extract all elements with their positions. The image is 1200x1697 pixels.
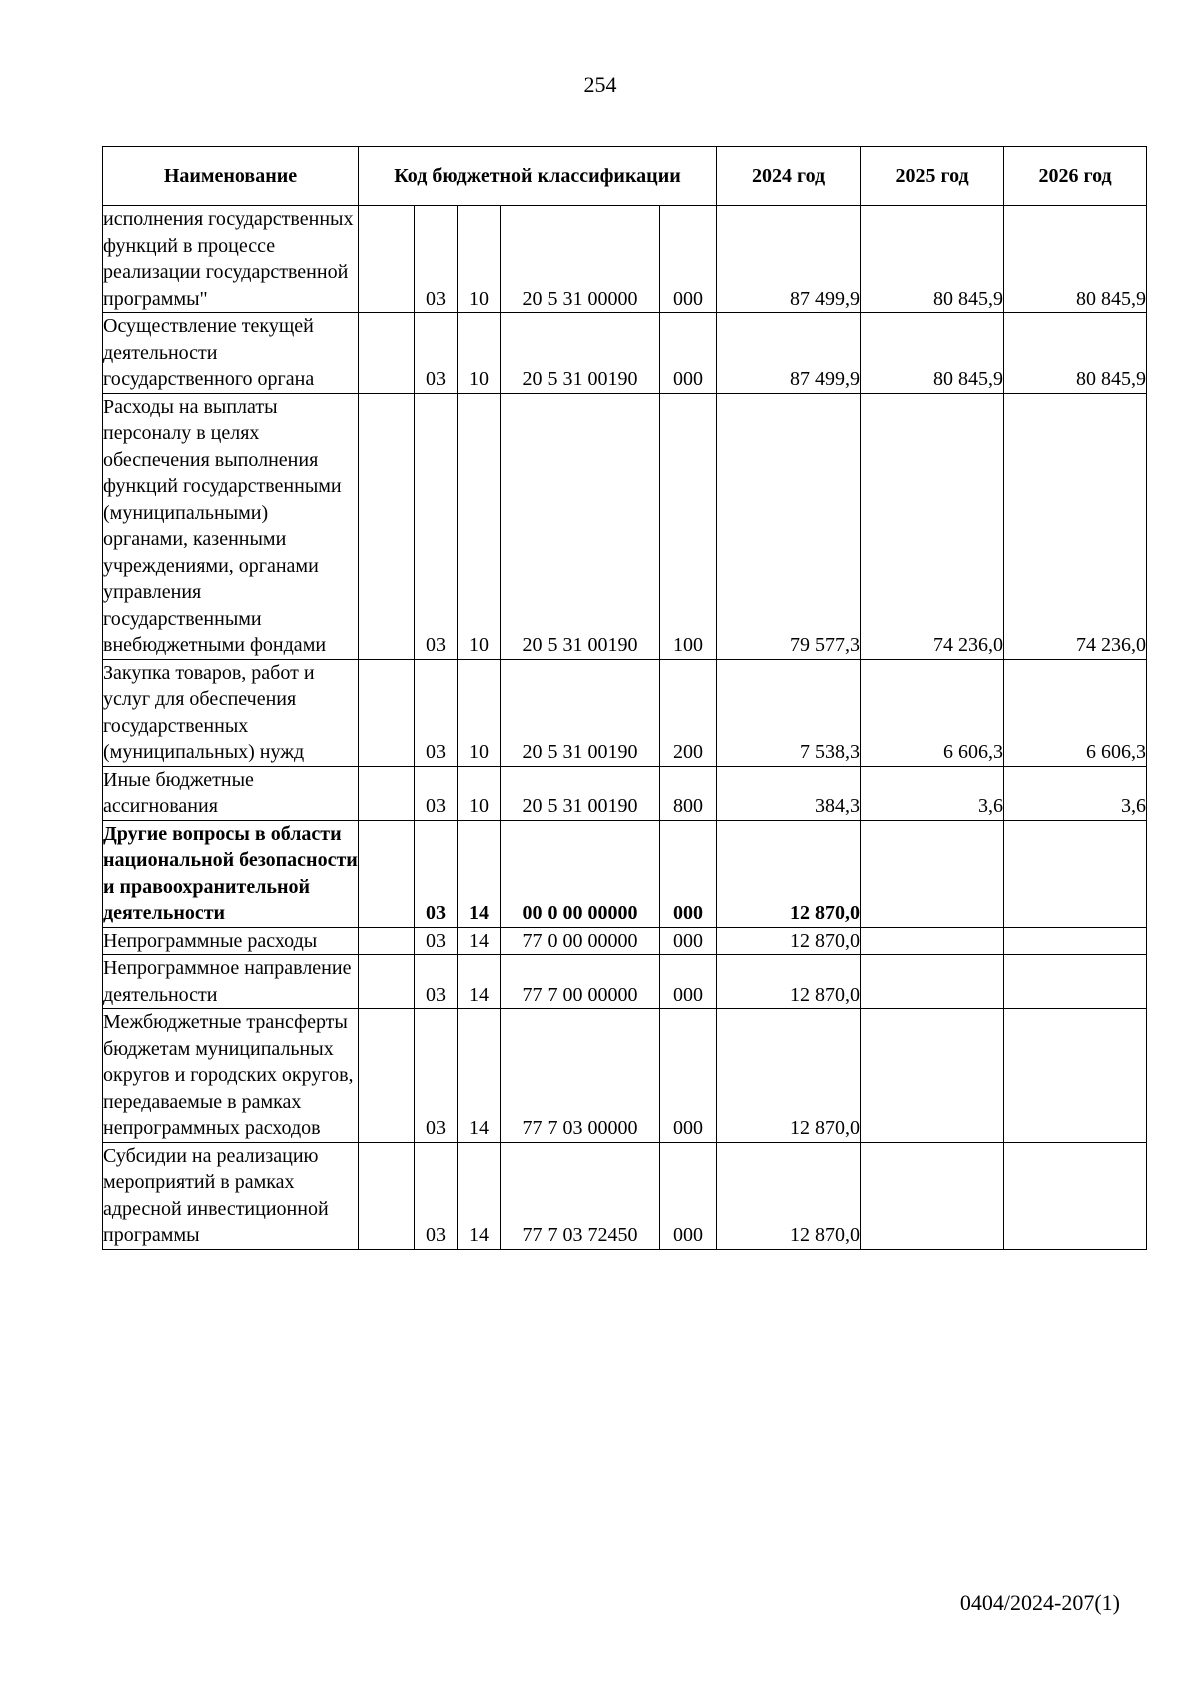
row-code-blank — [359, 206, 415, 313]
row-value-2024: 12 870,0 — [717, 1009, 861, 1143]
row-code-subsection: 10 — [458, 206, 501, 313]
row-code-section: 03 — [415, 955, 458, 1009]
row-code-section: 03 — [415, 820, 458, 927]
row-value-2026: 6 606,3 — [1004, 659, 1147, 766]
row-value-2024: 87 499,9 — [717, 206, 861, 313]
row-code-blank — [359, 313, 415, 394]
row-code-subsection: 10 — [458, 659, 501, 766]
table-row — [103, 313, 1147, 394]
row-value-2026 — [1004, 927, 1147, 955]
table-row — [103, 820, 1147, 927]
row-value-2025 — [861, 955, 1004, 1009]
row-code-blank — [359, 766, 415, 820]
row-code-target: 20 5 31 00190 — [501, 313, 660, 394]
row-code-expense-type: 800 — [660, 766, 717, 820]
row-code-expense-type: 000 — [660, 820, 717, 927]
header-2026: 2026 год — [1004, 147, 1147, 206]
row-code-section: 03 — [415, 927, 458, 955]
row-value-2024: 79 577,3 — [717, 393, 861, 659]
row-code-blank — [359, 927, 415, 955]
row-code-blank — [359, 1009, 415, 1143]
row-value-2026 — [1004, 1009, 1147, 1143]
row-value-2026 — [1004, 1142, 1147, 1249]
table-row — [103, 1142, 1147, 1249]
row-name: Непрограммные расходы — [103, 927, 359, 955]
row-code-target: 77 7 03 00000 — [501, 1009, 660, 1143]
row-name: Межбюджетные трансферты бюджетам муниципальных округов и городских округов, передаваемые в рамках непрограммных расходов — [103, 1009, 359, 1143]
row-value-2024: 7 538,3 — [717, 659, 861, 766]
header-name: Наименование — [103, 147, 359, 206]
row-code-subsection: 14 — [458, 955, 501, 1009]
row-code-target: 20 5 31 00000 — [501, 206, 660, 313]
row-code-section: 03 — [415, 1009, 458, 1143]
row-code-target: 77 7 00 00000 — [501, 955, 660, 1009]
row-code-target: 00 0 00 00000 — [501, 820, 660, 927]
row-value-2024: 87 499,9 — [717, 313, 861, 394]
row-value-2026: 3,6 — [1004, 766, 1147, 820]
row-code-target: 20 5 31 00190 — [501, 393, 660, 659]
row-code-subsection: 14 — [458, 820, 501, 927]
row-value-2026 — [1004, 955, 1147, 1009]
document-number: 0404/2024-207(1) — [959, 1590, 1120, 1615]
row-code-section: 03 — [415, 659, 458, 766]
row-name: Расходы на выплаты персоналу в целях обеспечения выполнения функций государственными (муниципальными) органами, казенными учреждениями, органами управления государственными внебюджетными фондами — [103, 393, 359, 659]
row-code-subsection: 10 — [458, 313, 501, 394]
row-code-section: 03 — [415, 1142, 458, 1249]
row-value-2025 — [861, 1009, 1004, 1143]
header-code: Код бюджетной классификации — [359, 147, 717, 206]
row-code-blank — [359, 393, 415, 659]
table-row — [103, 659, 1147, 766]
row-code-target: 77 0 00 00000 — [501, 927, 660, 955]
row-code-section: 03 — [415, 313, 458, 394]
row-value-2025 — [861, 927, 1004, 955]
row-code-target: 20 5 31 00190 — [501, 766, 660, 820]
table-row — [103, 1009, 1147, 1143]
table-row — [103, 766, 1147, 820]
row-code-blank — [359, 1142, 415, 1249]
row-code-expense-type: 100 — [660, 393, 717, 659]
row-value-2024: 12 870,0 — [717, 927, 861, 955]
row-name: Закупка товаров, работ и услуг для обеспечения государственных (муниципальных) нужд — [103, 659, 359, 766]
row-name: Другие вопросы в области национальной безопасности и правоохранительной деятельности — [103, 820, 359, 927]
row-value-2025: 3,6 — [861, 766, 1004, 820]
row-value-2024: 12 870,0 — [717, 820, 861, 927]
row-value-2024: 384,3 — [717, 766, 861, 820]
row-value-2026: 80 845,9 — [1004, 206, 1147, 313]
table-row — [103, 927, 1147, 955]
row-name: Субсидии на реализацию мероприятий в рамках адресной инвестиционной программы — [103, 1142, 359, 1249]
row-code-expense-type: 000 — [660, 206, 717, 313]
row-name: Непрограммное направление деятельности — [103, 955, 359, 1009]
row-name: Иные бюджетные ассигнования — [103, 766, 359, 820]
row-name: Осуществление текущей деятельности государственного органа — [103, 313, 359, 394]
row-code-subsection: 14 — [458, 1009, 501, 1143]
row-value-2026 — [1004, 820, 1147, 927]
row-value-2026: 74 236,0 — [1004, 393, 1147, 659]
header-2025: 2025 год — [861, 147, 1004, 206]
row-code-section: 03 — [415, 766, 458, 820]
row-code-expense-type: 000 — [660, 927, 717, 955]
row-code-expense-type: 000 — [660, 313, 717, 394]
header-2024: 2024 год — [717, 147, 861, 206]
row-code-subsection: 14 — [458, 1142, 501, 1249]
row-value-2024: 12 870,0 — [717, 955, 861, 1009]
row-value-2025: 6 606,3 — [861, 659, 1004, 766]
row-value-2026: 80 845,9 — [1004, 313, 1147, 394]
row-code-subsection: 10 — [458, 393, 501, 659]
row-code-subsection: 14 — [458, 927, 501, 955]
row-code-subsection: 10 — [458, 766, 501, 820]
page-number: 254 — [583, 72, 617, 97]
row-value-2025: 80 845,9 — [861, 313, 1004, 394]
row-value-2024: 12 870,0 — [717, 1142, 861, 1249]
row-code-expense-type: 000 — [660, 1009, 717, 1143]
budget-table — [102, 146, 1147, 1250]
row-code-expense-type: 200 — [660, 659, 717, 766]
row-code-section: 03 — [415, 393, 458, 659]
table-row — [103, 393, 1147, 659]
row-code-blank — [359, 820, 415, 927]
row-code-blank — [359, 955, 415, 1009]
table-row — [103, 955, 1147, 1009]
row-value-2025: 80 845,9 — [861, 206, 1004, 313]
row-code-expense-type: 000 — [660, 1142, 717, 1249]
row-name: исполнения государственных функций в процессе реализации государственной программы" — [103, 206, 359, 313]
row-code-target: 77 7 03 72450 — [501, 1142, 660, 1249]
header-row — [103, 147, 1147, 206]
row-value-2025: 74 236,0 — [861, 393, 1004, 659]
row-code-section: 03 — [415, 206, 458, 313]
row-code-expense-type: 000 — [660, 955, 717, 1009]
row-value-2025 — [861, 820, 1004, 927]
row-value-2025 — [861, 1142, 1004, 1249]
row-code-target: 20 5 31 00190 — [501, 659, 660, 766]
row-code-blank — [359, 659, 415, 766]
table-row — [103, 206, 1147, 313]
